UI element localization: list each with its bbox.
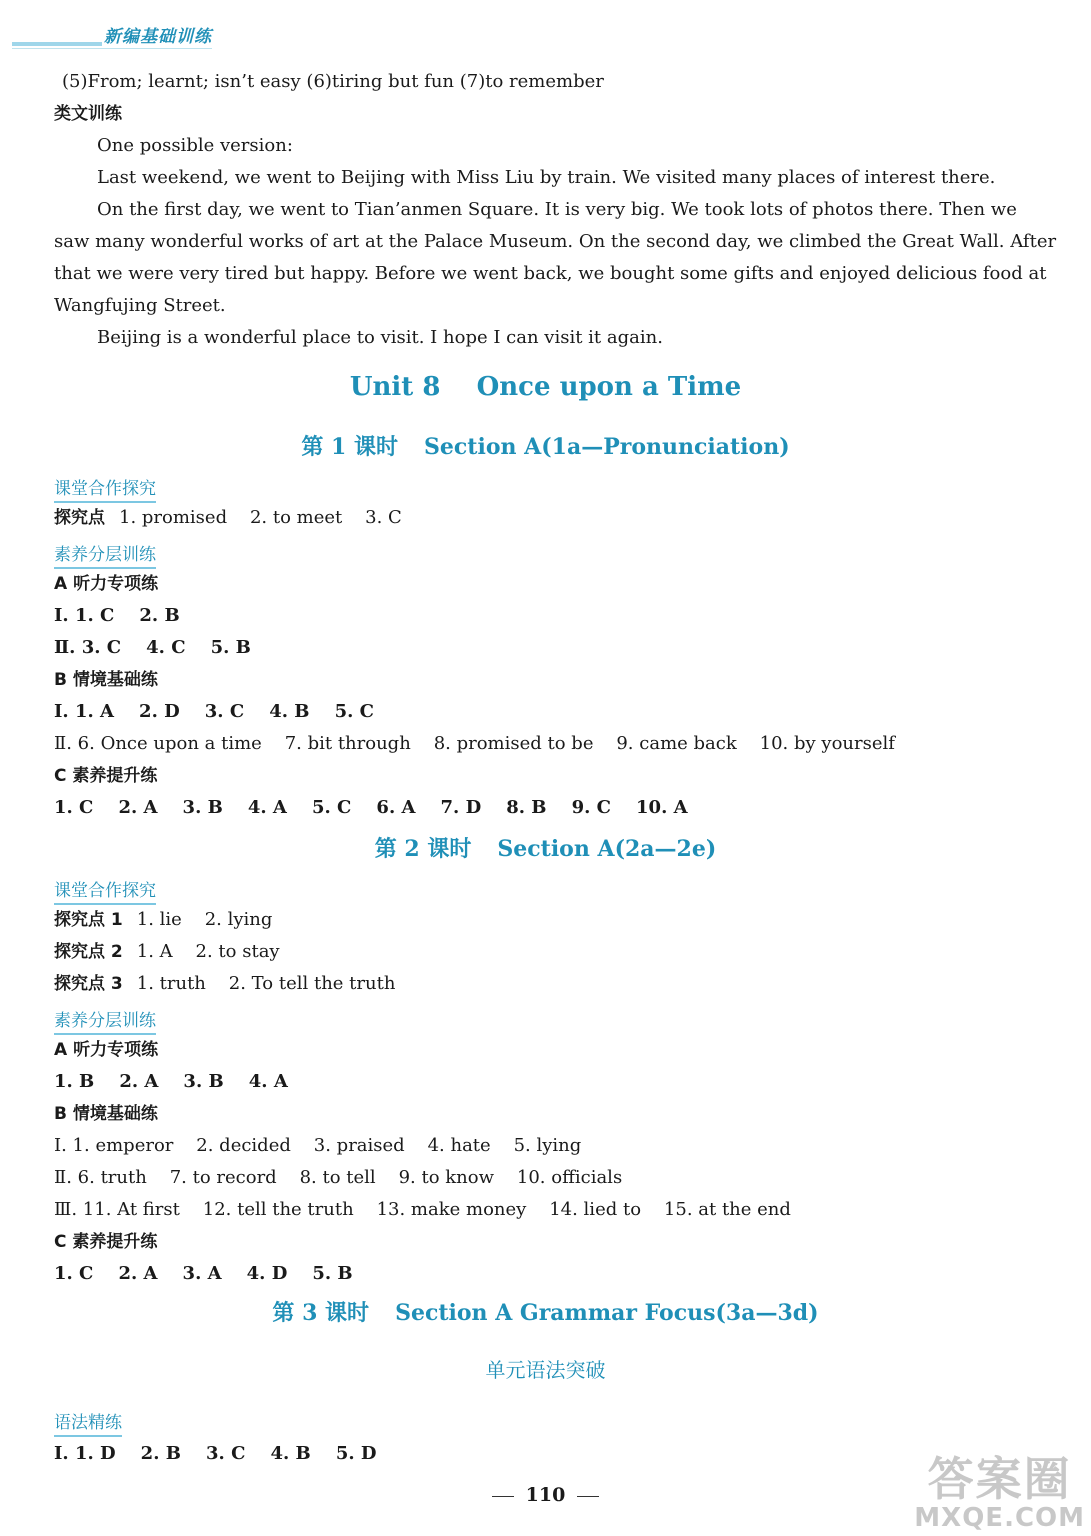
essay-paragraph-1: Last weekend, we went to Beijing with Miss Liu by train. We visited many places of interest there. [97, 167, 996, 188]
lesson-1-basic-title: B 情境基础练 [54, 670, 158, 690]
lesson-2-basic-row-3: Ⅲ. 11. At first 12. tell the truth 13. make money 14. lied to 15. at the end [54, 1199, 791, 1220]
explore-answers: 1. promised 2. to meet 3. C [119, 507, 402, 528]
lesson-2-explore-row-2 [54, 940, 280, 964]
explore-label-2: 探究点 2 [54, 942, 123, 962]
lesson-1-basic-row-2: Ⅱ. 6. Once upon a time 7. bit through 8. promised to be 9. came back 10. by yourself [54, 733, 895, 754]
header-accent-bar [12, 42, 102, 46]
essay-paragraph-2-line-4: Wangfujing Street. [54, 295, 226, 316]
site-watermark [914, 1454, 1085, 1532]
page-number-dash-right [577, 1496, 599, 1497]
lesson-2-basic-title: B 情境基础练 [54, 1104, 158, 1124]
watermark-site: MXQE.COM [914, 1503, 1085, 1533]
lesson-1-section: Section A(1a—Pronunciation) [424, 434, 790, 460]
explore-label-3: 探究点 3 [54, 974, 123, 994]
answer-line-5-7: (5)From; learnt; isn’t easy (6)tiring but fun (7)to remember [62, 71, 604, 92]
header-rule [12, 48, 212, 49]
watermark-logo-icon: 答案圈 [927, 1452, 1072, 1506]
explore-answers-2: 1. A 2. to stay [136, 941, 280, 962]
lesson-1-advanced-row-1: 1. C 2. A 3. B 4. A 5. C 6. A 7. D 8. B 9. C 10. A [54, 797, 688, 818]
book-title: 新编基础训练 [104, 27, 212, 47]
lesson-1-title [0, 430, 1091, 461]
lesson-2-basic-row-1: Ⅰ. 1. emperor 2. decided 3. praised 4. hate 5. lying [54, 1135, 582, 1156]
unit-title: Unit 8 Once upon a Time [349, 372, 742, 402]
explore-answers-1: 1. lie 2. lying [136, 909, 273, 930]
lesson-3-tag-grammar: 语法精练 [54, 1408, 122, 1437]
lesson-3-number: 第 3 课时 [272, 1300, 370, 1326]
lesson-1-tag-explore: 课堂合作探究 [54, 474, 156, 503]
explore-label: 探究点 [54, 508, 105, 528]
lesson-3-grammar-row-1: Ⅰ. 1. D 2. B 3. C 4. B 5. D [54, 1443, 377, 1464]
lesson-1-listening-title: A 听力专项练 [54, 574, 159, 594]
lesson-1-advanced-title: C 素养提升练 [54, 766, 158, 786]
essay-paragraph-2-line-1: On the first day, we went to Tian’anmen Square. It is very big. We took lots of photos there. Then we [97, 199, 1017, 220]
lesson-2-explore-row-3 [54, 972, 395, 996]
lesson-2-listening-title: A 听力专项练 [54, 1040, 159, 1060]
lesson-1-explore-row [54, 506, 402, 530]
explore-label-1: 探究点 1 [54, 910, 123, 930]
lesson-2-advanced-title: C 素养提升练 [54, 1232, 158, 1252]
lesson-2-advanced-row-1: 1. C 2. A 3. A 4. D 5. B [54, 1263, 353, 1284]
lesson-1-number: 第 1 课时 [301, 434, 399, 460]
lesson-2-number: 第 2 课时 [374, 836, 472, 862]
essay-intro: One possible version: [97, 135, 293, 156]
lesson-3-title [0, 1296, 1091, 1327]
lesson-2-explore-row-1 [54, 908, 272, 932]
lesson-3-section: Section A Grammar Focus(3a—3d) [395, 1300, 819, 1326]
lesson-1-basic-row-1: Ⅰ. 1. A 2. D 3. C 4. B 5. C [54, 701, 374, 722]
page-number-value: 110 [525, 1484, 566, 1506]
essay-paragraph-3: Beijing is a wonderful place to visit. I hope I can visit it again. [97, 327, 663, 348]
lesson-2-listening-row-1: 1. B 2. A 3. B 4. A [54, 1071, 288, 1092]
lesson-2-tag-explore: 课堂合作探究 [54, 876, 156, 905]
essay-paragraph-2-line-2: saw many wonderful works of art at the Palace Museum. On the second day, we climbed the Great Wall. After [54, 231, 1057, 252]
lesson-2-title [0, 832, 1091, 863]
lesson-1-tag-training: 素养分层训练 [54, 540, 156, 569]
page-header [0, 0, 1091, 50]
lesson-2-section: Section A(2a—2e) [497, 836, 717, 862]
essay-paragraph-2-line-3: that we were very tired but happy. Before we went back, we bought some gifts and enjoyed delicious food at [54, 263, 1047, 284]
section-heading-similar-writing: 类文训练 [54, 104, 122, 124]
lesson-1-listening-row-2: Ⅱ. 3. C 4. C 5. B [54, 637, 251, 658]
page-number-dash-left [492, 1496, 514, 1497]
lesson-2-basic-row-2: Ⅱ. 6. truth 7. to record 8. to tell 9. to know 10. officials [54, 1167, 623, 1188]
lesson-2-tag-training: 素养分层训练 [54, 1006, 156, 1035]
explore-answers-3: 1. truth 2. To tell the truth [136, 973, 396, 994]
unit-grammar-title: 单元语法突破 [485, 1358, 606, 1382]
lesson-1-listening-row-1: Ⅰ. 1. C 2. B [54, 605, 180, 626]
